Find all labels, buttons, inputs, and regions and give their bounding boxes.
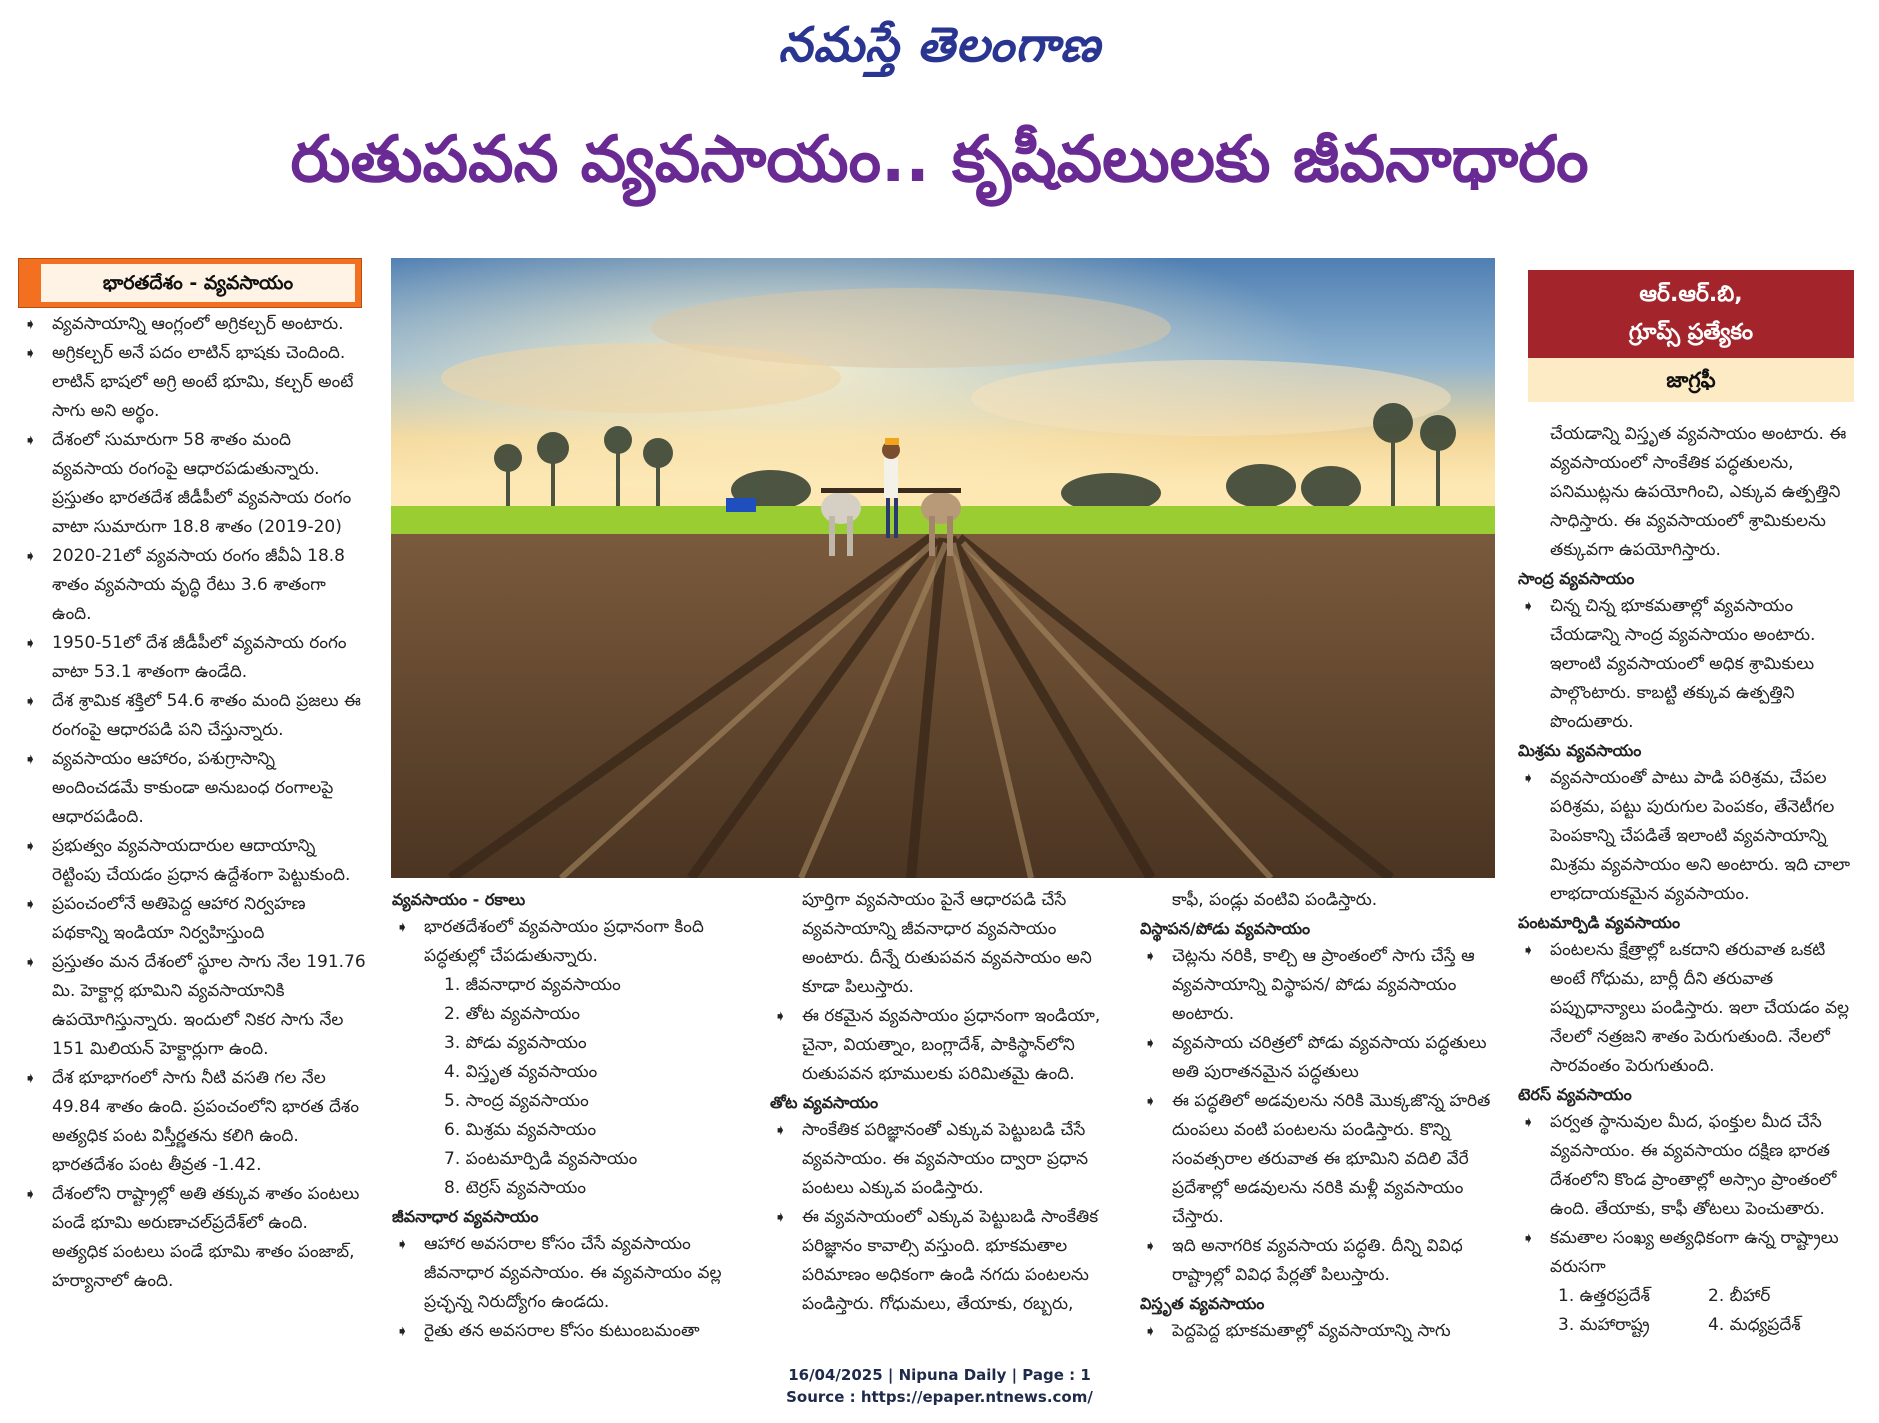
column-three (770, 886, 1120, 1319)
type-item: 5. సాంద్ర వ్యవసాయం (444, 1091, 589, 1111)
bullet-icon: ➧ (24, 1069, 37, 1087)
farmer-plowing-field-photo-icon (391, 258, 1495, 878)
bullet-icon: ➧ (1144, 1322, 1157, 1340)
subhead-crop-rotation: పంటమార్పిడి వ్యవసాయం (1518, 913, 1681, 932)
bullet-icon: ➧ (1522, 1113, 1535, 1131)
bullet-icon: ➧ (396, 918, 409, 936)
type-item: 1. జీవనాధార వ్యవసాయం (444, 975, 621, 995)
states-list (1518, 1282, 1856, 1340)
list-item: ➧ పర్వత స్థానువుల మీద, ఫంక్తుల మీద చేసే వ్యవసాయం. ఈ వ్యవసాయం దక్షిణ భారత దేశంలోని కొండ ప్రాంతాల్లో అస్సాం ప్రాంతంలో ఉంది. తేయాకు, కాఫీ తోటలు పెంచుతారు. (1518, 1108, 1856, 1224)
bullet-icon: ➧ (24, 344, 37, 362)
page-headline: రుతుపవన వ్యవసాయం.. కృషీవలులకు జీవనాధారం (290, 123, 1589, 197)
list-item: ➧ అగ్రికల్చర్ అనే పదం లాటిన్ భాషకు చెందింది. లాటిన్ భాషలో అగ్రి అంటే భూమి, కల్చర్ అంటే సాగు అని అర్థం. (20, 339, 366, 426)
type-item: 3. పోడు వ్యవసాయం (444, 1033, 587, 1053)
bullet-icon: ➧ (1144, 947, 1157, 965)
bullet-icon: ➧ (24, 547, 37, 565)
continued-text: చేయడాన్ని విస్తృత వ్యవసాయం అంటారు. ఈ వ్యవసాయంలో సాంకేతిక పద్ధతులను, పనిముట్లను ఉపయోగించి, ఎక్కువ ఉత్పత్తిని సాధిస్తారు. ఈ వ్యవసాయంలో శ్రామికులను తక్కువగా ఉపయోగిస్తారు. (1550, 424, 1847, 560)
bullet-icon: ➧ (24, 837, 37, 855)
bullet-icon: ➧ (1522, 941, 1535, 959)
subhead-extensive: విస్తృత వ్యవసాయం (1140, 1294, 1265, 1313)
types-list (392, 971, 748, 1203)
subhead-types: వ్యవసాయం - రకాలు (392, 890, 526, 909)
bullet-icon: ➧ (24, 750, 37, 768)
bullet-icon: ➧ (774, 1208, 787, 1226)
state-item: 1. ఉత్తరప్రదేశ్ (1558, 1286, 1650, 1306)
bullet-icon: ➧ (1144, 1092, 1157, 1110)
type-item: 4. విస్తృత వ్యవసాయం (444, 1062, 598, 1082)
type-item: 8. టెర్రస్ వ్యవసాయం (444, 1178, 586, 1198)
list-item: ➧ వ్యవసాయ చరిత్రలో పోడు వ్యవసాయ పద్ధతులు అతి పురాతనమైన పద్ధతులు (1140, 1029, 1496, 1087)
state-item: 4. మధ్యప్రదేశ్ (1708, 1315, 1801, 1335)
list-item: ➧ కమతాల సంఖ్య అత్యధికంగా ఉన్న రాష్ట్రాలు వరుసగా (1518, 1224, 1856, 1282)
list-item: ➧ ప్రస్తుతం మన దేశంలో స్థూల సాగు నేల 191.76 మి. హెక్టార్ల భూమిని వ్యవసాయానికి ఉపయోగిస్తున్నారు. ఇందులో నికర సాగు నేల 151 మిలియన్ హెక్టార్లుగా ఉంది. (20, 948, 366, 1064)
type-item: 7. పంటమార్పిడి వ్యవసాయం (444, 1149, 638, 1169)
newspaper-masthead: నమస్తే తెలంగాణ (778, 17, 1101, 73)
column-four (1140, 886, 1496, 1346)
bullet-icon: ➧ (24, 953, 37, 971)
section-box-title: భారతదేశం - వ్యవసాయం (18, 258, 362, 308)
list-item: ➧ వ్యవసాయంతో పాటు పాడి పరిశ్రమ, చేపల పరిశ్రమ, పట్టు పురుగుల పెంపకం, తేనెటీగల పెంపకాన్ని చేపడితే ఇలాంటి వ్యవసాయాన్ని మిశ్రమ వ్యవసాయం అని అంటారు. ఇది చాలా లాభదాయకమైన వ్యవసాయం. (1518, 764, 1856, 909)
list-item: ➧ పంటలను క్షేత్రాల్లో ఒకదాని తరువాత ఒకటి అంటే గోధుమ, బార్లీ దీని తరువాత పప్పుధాన్యాలు పండిస్తారు. ఇలా చేయడం వల్ల నేలలో నత్రజని శాతం పెరుగుతుంది. నేలలో సారవంతం పెరుగుతుంది. (1518, 936, 1856, 1081)
list-item: ➧ దేశంలో సుమారుగా 58 శాతం మంది వ్యవసాయ రంగంపై ఆధారపడుతున్నారు. ప్రస్తుతం భారతదేశ జీడీపీలో వ్యవసాయ రంగం వాటా సుమారుగా 18.8 శాతం (2019-20) (20, 426, 366, 542)
bullet-icon: ➧ (1522, 1229, 1535, 1247)
list-item: ➧ ఈ వ్యవసాయంలో ఎక్కువ పెట్టుబడి సాంకేతిక పరిజ్ఞానం కావాల్సి వస్తుంది. భూకమతాల పరిమాణం అధికంగా ఉండి నగదు పంటలను పండిస్తారు. గోధుమలు, తేయాకు, రబ్బరు, (770, 1203, 1120, 1319)
footer-source-link[interactable]: Source : https://epaper.ntnews.com/ (786, 1388, 1093, 1406)
state-item: 2. బీహార్ (1708, 1286, 1771, 1306)
bullet-icon: ➧ (1522, 769, 1535, 787)
bullet-icon: ➧ (396, 1322, 409, 1340)
bullet-icon: ➧ (24, 1185, 37, 1203)
list-item: ➧ ప్రభుత్వం వ్యవసాయదారుల ఆదాయాన్ని రెట్టింపు చేయడం ప్రధాన ఉద్దేశంగా పెట్టుకుంది. (20, 832, 366, 890)
bullet-icon: ➧ (774, 1007, 787, 1025)
subhead-shifting: విస్థాపన/పోడు వ్యవసాయం (1140, 919, 1311, 938)
continued-text: పూర్తిగా వ్యవసాయం పైనే ఆధారపడి చేసే వ్యవసాయాన్ని జీవనాధార వ్యవసాయం అంటారు. దీన్నే రుతుపవన వ్యవసాయం అని కూడా పిలుస్తారు. (802, 890, 1092, 997)
list-item: ➧ 1950-51లో దేశ జీడీపీలో వ్యవసాయ రంగం వాటా 53.1 శాతంగా ఉండేది. (20, 629, 366, 687)
bullet-icon: ➧ (1144, 1237, 1157, 1255)
list-item: ➧ రైతు తన అవసరాల కోసం కుటుంబమంతా (392, 1317, 748, 1346)
list-item: ➧ భారతదేశంలో వ్యవసాయం ప్రధానంగా కింది పద్ధతుల్లో చేపడుతున్నారు. (392, 913, 748, 971)
bullet-icon: ➧ (24, 895, 37, 913)
list-item: ➧ ప్రపంచంలోనే అతిపెద్ద ఆహార నిర్వహణ పథకాన్ని ఇండియా నిర్వహిస్తుంది (20, 890, 366, 948)
list-item: ➧ ఈ పద్ధతిలో అడవులను నరికి మొక్కజొన్న హరిత దుంపలు వంటి పంటలను పండిస్తారు. కొన్ని సంవత్సరాల తరువాత ఈ భూమిని వదిలి వేరే ప్రదేశాల్లో అడవులను నరికి మళ్లీ వ్యవసాయం చేస్తారు. (1140, 1087, 1496, 1232)
badge-subject: జాగ్రఫీ (1528, 358, 1854, 402)
bullet-icon: ➧ (396, 1235, 409, 1253)
list-item: ➧ దేశ శ్రామిక శక్తిలో 54.6 శాతం మంది ప్రజలు ఈ రంగంపై ఆధారపడి పని చేస్తున్నారు. (20, 687, 366, 745)
bullet-icon: ➧ (24, 634, 37, 652)
list-item: ➧ వ్యవసాయం ఆహారం, పశుగ్రాసాన్ని అందించడమే కాకుండా అనుబంధ రంగాలపై ఆధారపడింది. (20, 745, 366, 832)
subhead-intensive: సాంద్ర వ్యవసాయం (1518, 569, 1635, 588)
badge-exam-label: ఆర్.ఆర్.బి, గ్రూప్స్ ప్రత్యేకం (1528, 270, 1854, 358)
list-item: ➧ 2020-21లో వ్యవసాయ రంగం జీవీఏ 18.8 శాతం వ్యవసాయ వృద్ధి రేటు 3.6 శాతంగా ఉంది. (20, 542, 366, 629)
list-item: ➧ దేశంలోని రాష్ట్రాల్లో అతి తక్కువ శాతం పంటలు పండే భూమి అరుణాచల్‌ప్రదేశ్‌లో ఉంది. అత్యధిక పంటలు పండే భూమి శాతం పంజాబ్, హర్యానాలో ఉంది. (20, 1180, 366, 1296)
column-two (392, 886, 748, 1346)
subhead-mixed: మిశ్రమ వ్యవసాయం (1518, 741, 1642, 760)
list-item: ➧ వ్యవసాయాన్ని ఆంగ్లంలో అగ్రికల్చర్ అంటారు. (20, 310, 366, 339)
list-item: ➧ దేశ భూభాగంలో సాగు నీటి వసతి గల నేల 49.84 శాతం ఉంది. ప్రపంచంలోని భారత దేశం అత్యధిక పంట విస్తీర్ణతను కలిగి ఉంది. భారతదేశం పంట తీవ్రత -1.42. (20, 1064, 366, 1180)
list-item: ➧ ఇది అనాగరిక వ్యవసాయ పద్ధతి. దీన్ని వివిధ రాష్ట్రాల్లో వివిధ పేర్లతో పిలుస్తారు. (1140, 1232, 1496, 1290)
bullet-icon: ➧ (1522, 597, 1535, 615)
subhead-terrace: టెరస్ వ్యవసాయం (1518, 1085, 1632, 1104)
bullet-icon: ➧ (24, 431, 37, 449)
footer-date-line: 16/04/2025 | Nipuna Daily | Page : 1 (788, 1366, 1091, 1384)
bullet-icon: ➧ (774, 1121, 787, 1139)
type-item: 2. తోట వ్యవసాయం (444, 1004, 580, 1024)
left-bullet-list (20, 310, 366, 1296)
exam-badge (1528, 270, 1854, 402)
type-item: 6. మిశ్రమ వ్యవసాయం (444, 1120, 597, 1140)
state-item: 3. మహారాష్ట్ర (1558, 1315, 1650, 1335)
list-item: ➧ ఈ రకమైన వ్యవసాయం ప్రధానంగా ఇండియా, చైనా, వియత్నాం, బంగ్లాదేశ్, పాకిస్థాన్‌లోని రుతుపవన భూములకు పరిమితమై ఉంది. (770, 1002, 1120, 1089)
bullet-icon: ➧ (24, 692, 37, 710)
bullet-icon: ➧ (1144, 1034, 1157, 1052)
subhead-subsistence: జీవనాధార వ్యవసాయం (392, 1207, 539, 1226)
continued-text: కాఫీ, పండ్లు వంటివి పండిస్తారు. (1172, 890, 1378, 910)
bullet-icon: ➧ (24, 315, 37, 333)
left-column (20, 310, 366, 1296)
list-item: ➧ సాంకేతిక పరిజ్ఞానంతో ఎక్కువ పెట్టుబడి చేసే వ్యవసాయం. ఈ వ్యవసాయం ద్వారా ప్రధాన పంటలు ఎక్కువ పండిస్తారు. (770, 1116, 1120, 1203)
page-footer (0, 1364, 1879, 1408)
right-column (1518, 420, 1856, 1340)
list-item: ➧ చిన్న చిన్న భూకమతాల్లో వ్యవసాయం చేయడాన్ని సాంద్ర వ్యవసాయం అంటారు. ఇలాంటి వ్యవసాయంలో అధిక శ్రామికులు పాల్గొంటారు. కాబట్టి తక్కువ ఉత్పత్తిని పొందుతారు. (1518, 592, 1856, 737)
list-item: ➧ ఆహార అవసరాల కోసం చేసే వ్యవసాయం జీవనాధార వ్యవసాయం. ఈ వ్యవసాయం వల్ల ప్రచ్ఛన్న నిరుద్యోగం ఉండదు. (392, 1230, 748, 1317)
list-item: ➧ చెట్లను నరికి, కాల్చి ఆ ప్రాంతంలో సాగు చేస్తే ఆ వ్యవసాయాన్ని విస్థాపన/ పోడు వ్యవసాయం అంటారు. (1140, 942, 1496, 1029)
subhead-plantation: తోట వ్యవసాయం (770, 1093, 879, 1112)
list-item: ➧ పెద్దపెద్ద భూకమతాల్లో వ్యవసాయాన్ని సాగు (1140, 1317, 1496, 1346)
farm-photo (391, 258, 1495, 878)
